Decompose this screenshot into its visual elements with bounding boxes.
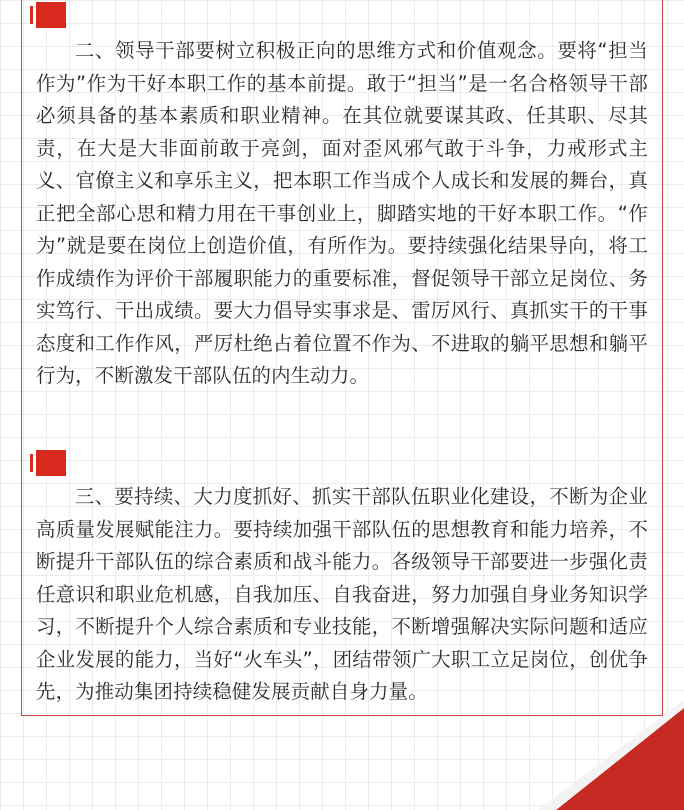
section-marker (36, 450, 66, 476)
section-marker (36, 2, 66, 28)
section-paragraph: 二、领导干部要树立积极正向的思维方式和价值观念。要将“担当作为”作为干好本职工作的基本前提。敢于“担当”是一名合格领导干部必须具备的基本素质和职业精神。在其位就要谋其政、任其职、尽其责，在大是大非面前敢于亮剑，面对歪风邪气敢于斗争，力戒形式主义、官僚主义和享乐主义，把本职工作当成个人成长和发展的舞台，真正把全部心思和精力用在干事创业上，脚踏实地的干好本职工作。“作为”就是要在岗位上创造价值，有所作为。要持续强化结果导向，将工作成绩作为评价干部履职能力的重要标准，督促领导干部立足岗位、务实笃行、干出成绩。要大力倡导实事求是、雷厉风行、真抓实干的干事态度和工作作风，严厉杜绝占着位置不作为、不进取的躺平思想和躺平行为，不断激发干部队伍的内生动力。 (36, 39, 648, 387)
section-paragraph: 三、要持续、大力度抓好、抓实干部队伍职业化建设，不断为企业高质量发展赋能注力。要持续加强干部队伍的思想教育和能力培养，不断提升干部队伍的综合素质和战斗能力。各级领导干部要进一步强化责任意识和职业危机感，自我加压、自我奋进，努力加强自身业务知识学习，不断提升个人综合素质和专业技能，不断增强解决实际问题和适应企业发展的能力，当好“火车头”，团结带领广大职工立足岗位，创优争先，为推动集团持续稳健发展贡献自身力量。 (36, 485, 648, 703)
corner-decoration (494, 700, 684, 810)
